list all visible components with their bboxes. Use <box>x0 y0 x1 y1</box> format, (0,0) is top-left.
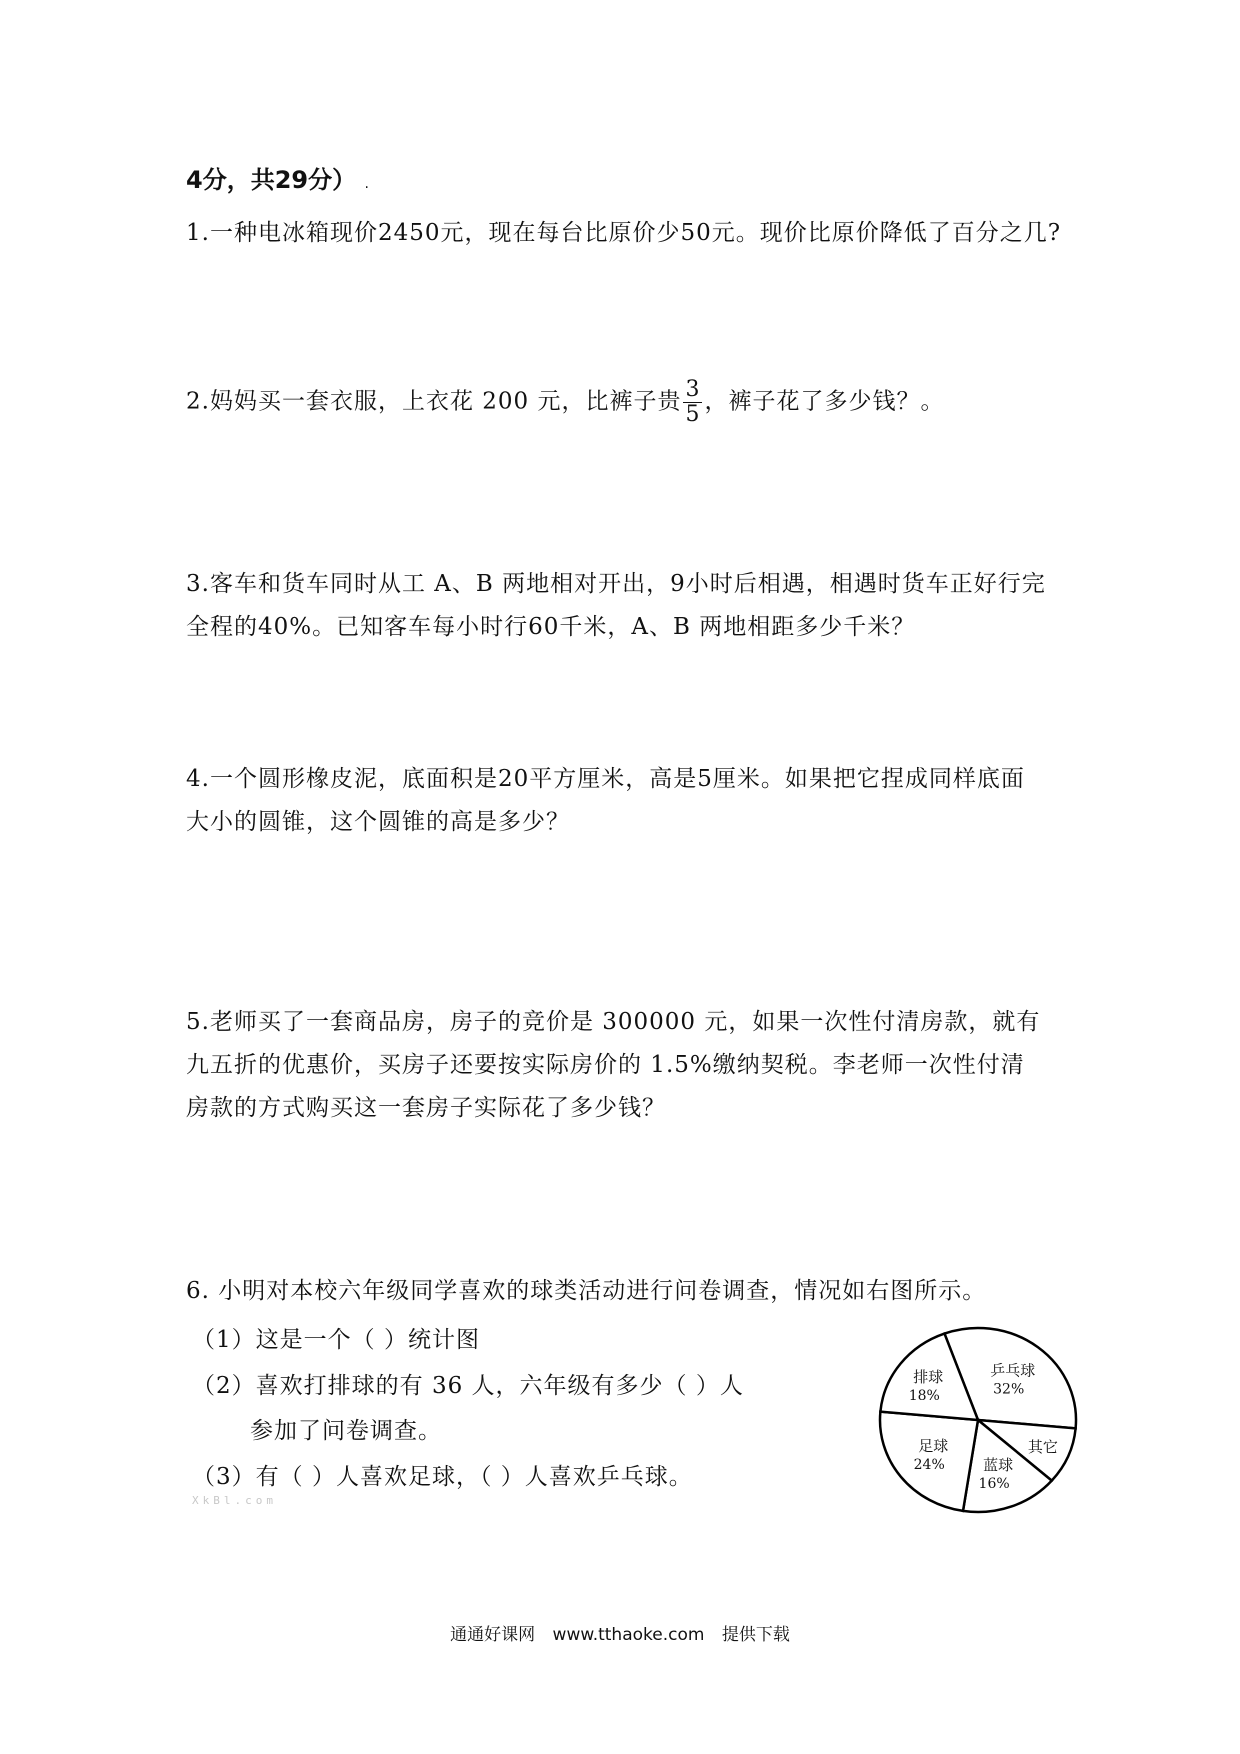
pie-label-name-0: 乒乓球 <box>990 1361 1036 1380</box>
footer-url[interactable]: www.tthaoke.com <box>552 1625 705 1645</box>
section-heading-text: 4分，共29分） <box>186 166 357 194</box>
question-6-sub-1: （1）这是一个（ ）统计图 <box>192 1327 480 1353</box>
question-5 <box>186 1001 1040 1130</box>
question-1 <box>186 212 1061 255</box>
question-5-line-3: 房款的方式购买这一套房子实际花了多少钱？ <box>186 1095 666 1121</box>
pie-chart <box>868 1314 1088 1524</box>
pie-label-name-1: 其它 <box>1027 1438 1058 1457</box>
question-3 <box>186 563 1046 649</box>
question-6-sub-2-line-2: 参加了问卷调查。 <box>250 1418 442 1444</box>
watermark: XkBl.com <box>192 1494 277 1507</box>
footer-site-name: 通通好课网 <box>450 1625 536 1645</box>
pie-label-pct-0: 32% <box>993 1381 1025 1398</box>
pie-label-name-2: 蓝球 <box>983 1455 1014 1474</box>
question-5-line-1: 5.老师买了一套商品房，房子的竞价是 300000 元，如果一次性付清房款，就有 <box>186 1009 1041 1035</box>
question-4-line-1: 4.一个圆形橡皮泥，底面积是20平方厘米，高是5厘米。如果把它捏成同样底面 <box>186 766 1025 792</box>
question-6-sub-2-line-1: （2）喜欢打排球的有 36 人，六年级有多少（ ）人 <box>192 1373 744 1399</box>
pie-label-pct-3: 24% <box>913 1456 945 1473</box>
fraction <box>683 378 702 427</box>
footer-suffix: 提供下载 <box>721 1625 790 1645</box>
question-4 <box>186 758 1025 844</box>
fraction-denominator: 5 <box>685 402 701 427</box>
pie-label-pct-2: 16% <box>978 1475 1010 1492</box>
fraction-numerator: 3 <box>685 377 701 402</box>
footer <box>0 1620 1240 1645</box>
question-2 <box>186 378 944 427</box>
question-3-line-1: 3.客车和货车同时从工 A、B 两地相对开出，9小时后相遇，相遇时货车正好行完 <box>186 571 1046 597</box>
question-6-sub-3: （3）有（ ）人喜欢足球，（ ）人喜欢乒乓球。 <box>192 1464 693 1490</box>
question-2-after: ，裤子花了多少钱？。 <box>704 388 945 415</box>
heading-dot: . <box>364 176 369 192</box>
question-2-before: 2.妈妈买一套衣服，上衣花 200 元，比裤子贵 <box>186 388 682 415</box>
pie-label-name-4: 排球 <box>913 1368 944 1387</box>
question-1-text: 1.一种电冰箱现价2450元，现在每台比原价少50元。现价比原价降低了百分之几? <box>186 220 1062 246</box>
question-6-intro <box>186 1270 986 1313</box>
question-3-line-2: 全程的40%。已知客车每小时行60千米，A、B 两地相距多少千米？ <box>186 614 916 640</box>
question-6-intro-text: 6. 小明对本校六年级同学喜欢的球类活动进行问卷调查，情况如右图所示。 <box>186 1278 987 1304</box>
question-4-line-2: 大小的圆锥，这个圆锥的高是多少？ <box>186 809 570 835</box>
section-heading <box>186 160 369 195</box>
pie-label-name-3: 足球 <box>918 1436 949 1455</box>
pie-label-pct-4: 18% <box>908 1388 940 1405</box>
question-5-line-2: 九五折的优惠价，买房子还要按实际房价的 1.5%缴纳契税。李老师一次性付清 <box>186 1052 1025 1078</box>
